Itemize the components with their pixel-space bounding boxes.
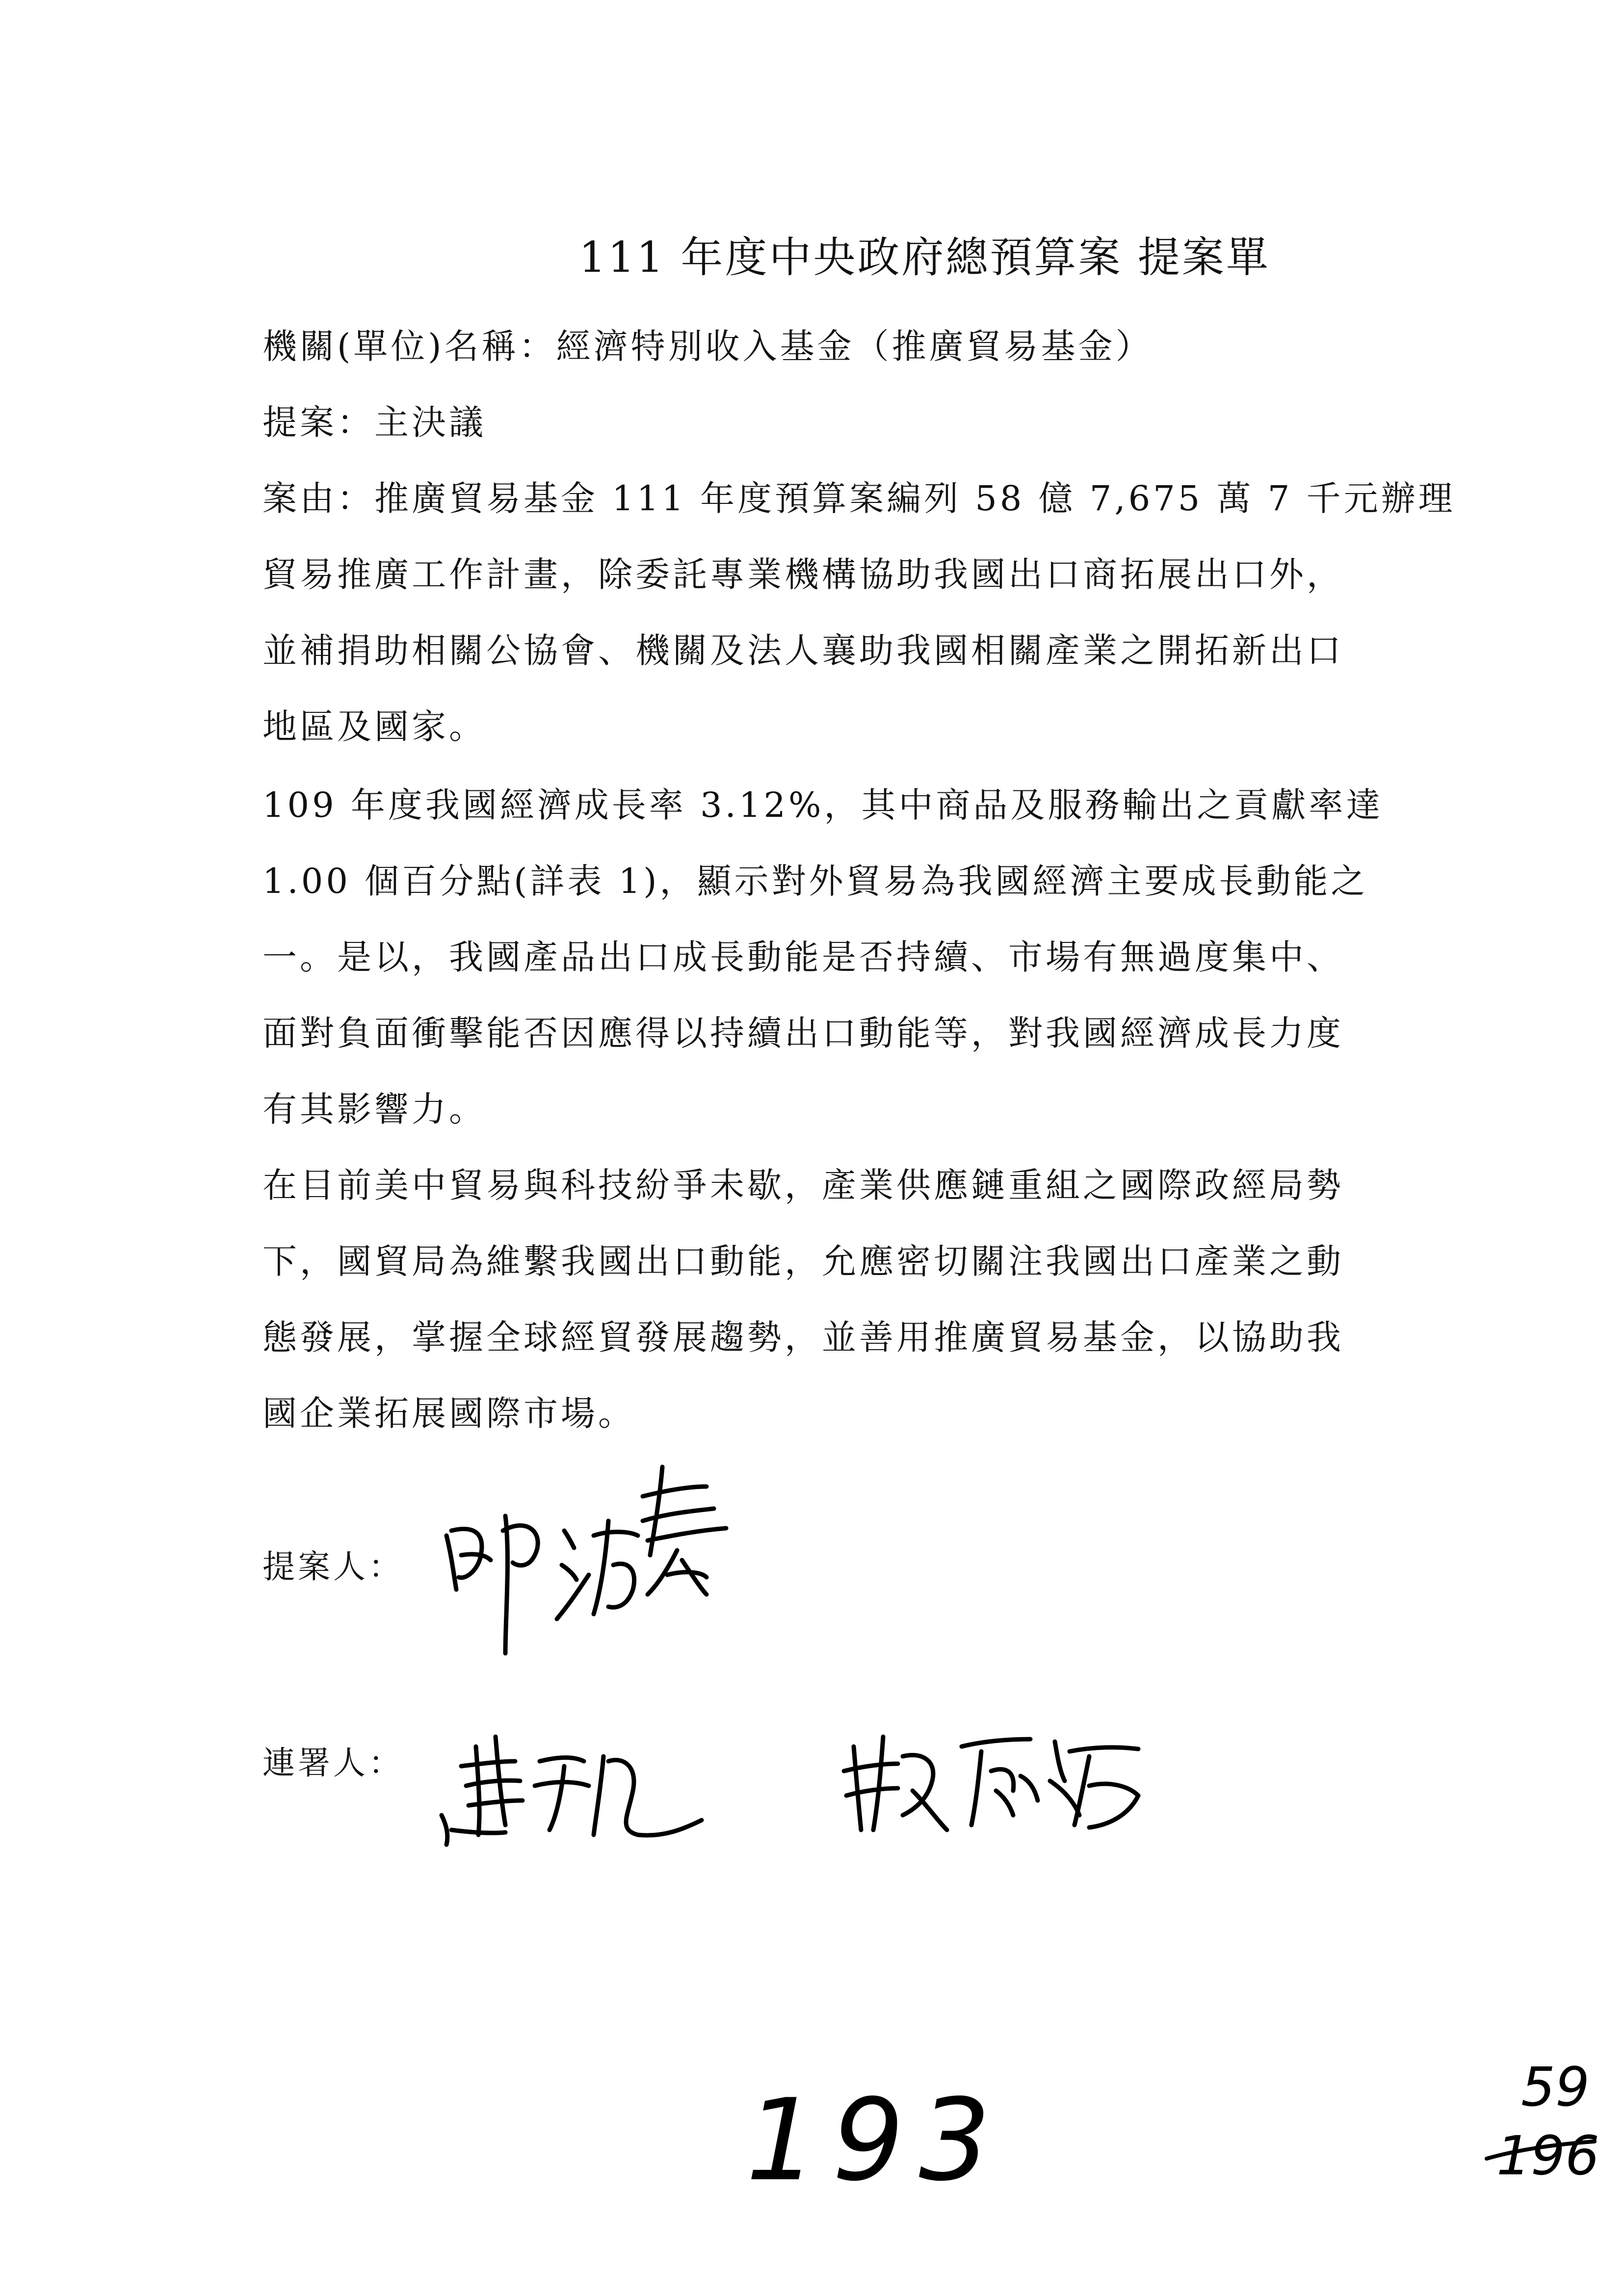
proposal-line: 提案：主決議 — [262, 402, 486, 443]
cosigner-signature-1 — [432, 1707, 707, 1854]
paragraph1-line1: 案由：推廣貿易基金 111 年度預算案編列 58 億 7,675 萬 7 千元辦理 — [262, 478, 1456, 519]
paragraph2-line2: 1.00 個百分點(詳表 1)，顯示對外貿易為我國經濟主要成長動能之 — [262, 861, 1368, 901]
paragraph3-line1: 在目前美中貿易與科技紛爭未歇，產業供應鏈重組之國際政經局勢 — [262, 1165, 1344, 1205]
cosigner-label: 連署人： — [262, 1744, 404, 1782]
paragraph3-line2: 下，國貿局為維繫我國出口動能，允應密切關注我國出口產業之動 — [262, 1241, 1344, 1281]
paragraph2-line3: 一。是以，我國產品出口成長動能是否持續、市場有無過度集中、 — [262, 937, 1344, 977]
paragraph2-line5: 有其影響力。 — [262, 1089, 486, 1129]
corner-number-bottom: 196 — [1496, 2124, 1599, 2187]
paragraph2-line1: 109 年度我國經濟成長率 3.12%，其中商品及服務輸出之貢獻率達 — [262, 785, 1384, 825]
paragraph2-line4: 面對負面衝擊能否因應得以持續出口動能等，對我國經濟成長力度 — [262, 1013, 1344, 1053]
corner-number-top: 59 — [1521, 2056, 1590, 2118]
paragraph1-line2: 貿易推廣工作計畫，除委託專業機構協助我國出口商拓展出口外， — [262, 554, 1344, 595]
proposer-label: 提案人： — [262, 1548, 404, 1586]
paragraph3-line4: 國企業拓展國際市場。 — [262, 1393, 635, 1434]
document-title: 111 年度中央政府總預算案 提案單 — [579, 233, 1270, 282]
page-number: 193 — [746, 2075, 1005, 2206]
paragraph3-line3: 態發展，掌握全球經貿發展趨勢，並善用推廣貿易基金，以協助我 — [262, 1317, 1344, 1357]
paragraph1-line4: 地區及國家。 — [262, 706, 486, 747]
paragraph1-line3: 並補捐助相關公協會、機關及法人襄助我國相關產業之開拓新出口 — [262, 630, 1344, 671]
proposer-signature — [432, 1457, 736, 1663]
agency-line: 機關(單位)名稱：經濟特別收入基金（推廣貿易基金） — [262, 326, 1153, 366]
strikethrough-mark — [1482, 2139, 1599, 2168]
cosigner-signature-2 — [834, 1717, 1148, 1845]
